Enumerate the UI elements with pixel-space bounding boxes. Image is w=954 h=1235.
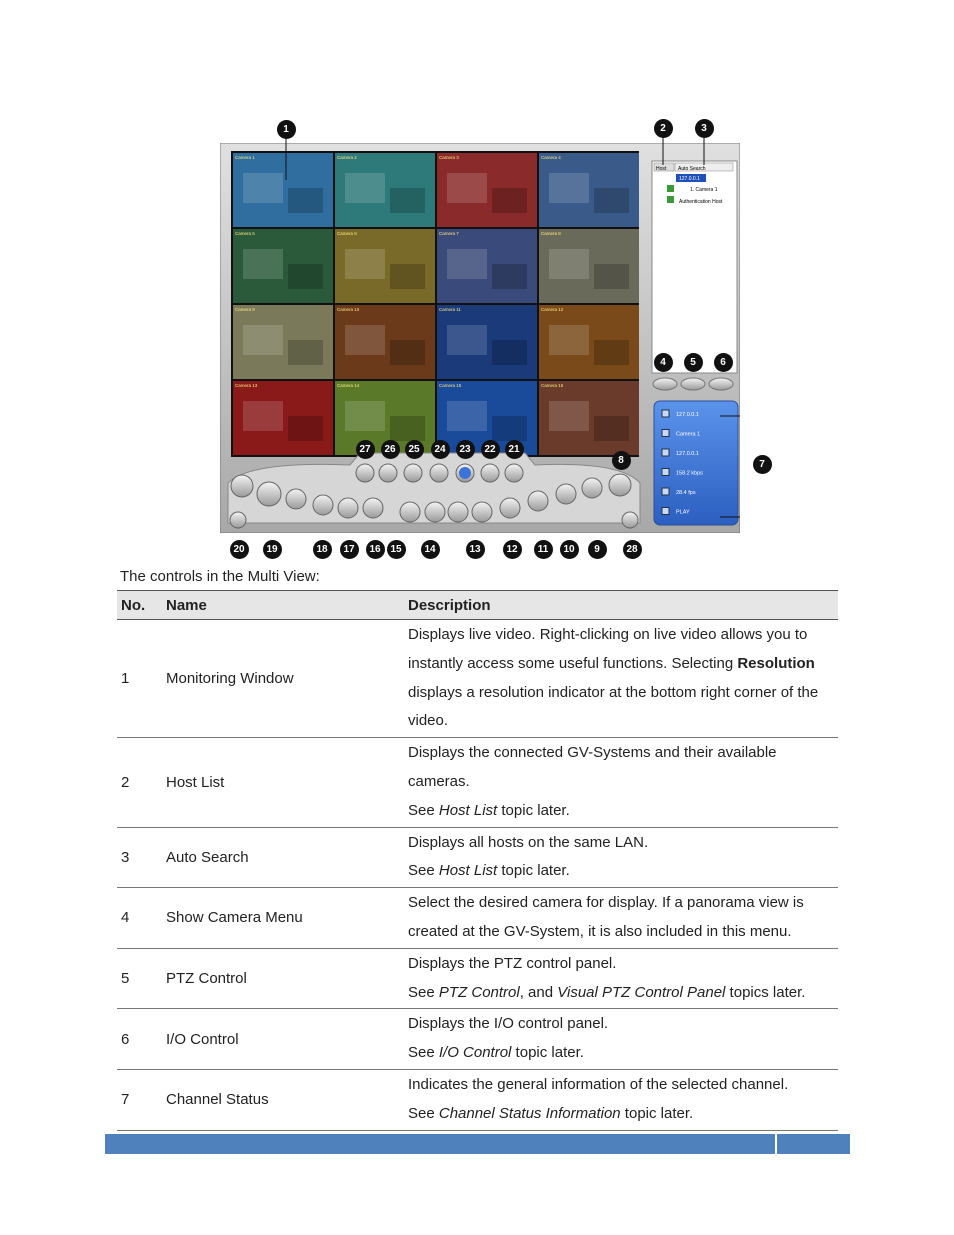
description-text: topic later. [497,801,570,819]
table-row [117,888,838,949]
description-text: Indicates the general information of the selected channel. [408,1075,789,1093]
callout-24: 24 [431,440,450,459]
status-icon [662,449,669,456]
callout-1: 1 [277,120,296,139]
row-description [404,620,838,738]
description-text: displays a resolution indicator at the bottom right corner of the video. [408,683,819,730]
row-number: 2 [117,738,162,827]
control-button [500,498,520,518]
status-icon [662,469,669,476]
settings-button [622,512,638,528]
callout-8: 8 [612,451,631,470]
camera-tile-label[interactable]: Camera 3 [439,155,459,160]
description-text: Channel Status Information [438,1104,621,1122]
camera-tile-label[interactable]: Camera 6 [337,231,357,236]
table-row [117,738,838,827]
row-name: PTZ Control [162,948,404,1009]
description-text: Displays live video. Right-clicking on live video allows you to instantly access some useful functions. Selecting [408,626,808,672]
callout-25: 25 [405,440,424,459]
row-description [404,738,838,827]
camera-tile-label[interactable]: Camera 16 [541,383,564,388]
status-icon [662,508,669,515]
control-button [379,464,397,482]
row-name: Channel Status [162,1069,404,1130]
callout-18: 18 [313,540,332,559]
callout-10: 10 [560,540,579,559]
status-icon [662,410,669,417]
control-button [338,498,358,518]
description-text: See [408,983,439,1001]
status-icon [662,430,669,437]
description-text: PTZ Control [438,983,520,1001]
row-description [404,888,838,949]
row-number: 3 [117,827,162,888]
camera-tile-label[interactable]: Camera 12 [541,307,564,312]
table-row [117,1009,838,1070]
camera-tile-label[interactable]: Camera 7 [439,231,459,236]
description-text: topic later. [511,1044,584,1062]
description-text: I/O Control [438,1044,512,1062]
description-text: topics later. [725,983,806,1001]
status-value: 158.2 kbps [676,470,703,477]
description-text: , and [519,983,558,1001]
row-number: 7 [117,1069,162,1130]
power-button [230,512,246,528]
status-value: 127.0.0.1 [676,412,699,418]
callout-15: 15 [387,540,406,559]
camera-tile-label[interactable]: Camera 5 [235,231,255,236]
callout-21: 21 [505,440,524,459]
callout-11: 11 [534,540,553,559]
panel-buttons[interactable] [653,378,733,390]
description-text: Host List [438,801,498,819]
callout-28: 28 [623,540,642,559]
callout-6: 6 [714,353,733,372]
callout-7: 7 [753,455,772,474]
callout-13: 13 [466,540,485,559]
status-value: 28.4 fps [676,490,696,496]
callout-27: 27 [356,440,375,459]
control-button [582,478,602,498]
control-button [313,495,333,515]
camera-tile-label[interactable]: Camera 1 [235,155,255,160]
camera-tile-label[interactable]: Camera 4 [541,155,561,160]
row-name: Show Camera Menu [162,888,404,949]
description-text: topic later. [497,862,570,880]
row-name: Auto Search [162,827,404,888]
description-text: Displays the PTZ control panel. [408,954,617,972]
description-text: Select the desired camera for display. If a panorama view is created at the GV-System, it is also included in this menu. [408,894,804,940]
control-button [481,464,499,482]
tab-auto-search[interactable]: Auto Search [678,166,706,172]
description-text: topic later. [620,1104,694,1122]
description-text: Displays all hosts on the same LAN. [408,833,649,851]
footer-divider [775,1134,777,1154]
host-ip[interactable]: 127.0.0.1 [679,176,700,182]
table-row [117,827,838,888]
callout-5: 5 [684,353,703,372]
row-number: 1 [117,620,162,738]
camera-tile-label[interactable]: Camera 14 [337,383,360,388]
host-camera-item[interactable]: 1. Camera 1 [690,187,718,193]
row-name: Host List [162,738,404,827]
callout-17: 17 [340,540,359,559]
authentication-host-item[interactable]: Authentication Host [679,199,723,205]
header-no: No. [117,591,162,620]
control-button [528,491,548,511]
row-number: 4 [117,888,162,949]
description-text: Host List [438,862,498,880]
control-button [425,502,445,522]
callout-4: 4 [654,353,673,372]
camera-tile-label[interactable]: Camera 11 [439,307,461,312]
multi-view-window [220,143,740,533]
control-button [472,502,492,522]
control-button [430,464,448,482]
callout-20: 20 [230,540,249,559]
row-name: I/O Control [162,1009,404,1070]
description-text: Visual PTZ Control Panel [557,983,726,1001]
description-text: See [408,801,439,819]
camera-tile-label[interactable]: Camera 9 [235,307,255,312]
callout-22: 22 [481,440,500,459]
callout-19: 19 [263,540,282,559]
header-name: Name [162,591,404,620]
control-button [231,475,253,497]
callout-12: 12 [503,540,522,559]
header-description: Description [404,591,838,620]
control-button [609,474,631,496]
control-button [400,502,420,522]
table-row [117,1069,838,1130]
status-value: PLAY [676,509,690,516]
camera-tile-label[interactable]: Camera 2 [337,155,357,160]
row-description [404,1009,838,1070]
control-button [356,464,374,482]
callout-16: 16 [366,540,385,559]
row-description [404,1069,838,1130]
controls-table [117,590,838,1131]
callout-14: 14 [421,540,440,559]
row-name: Monitoring Window [162,620,404,738]
camera-tile-label[interactable]: Camera 8 [541,231,561,236]
control-button [448,502,468,522]
description-text: Displays the connected GV-Systems and their available cameras. [408,744,777,790]
camera-tile-label[interactable]: Camera 10 [337,307,360,312]
description-text: Resolution [737,654,815,672]
table-row [117,620,838,738]
callout-9: 9 [588,540,607,559]
description-text: See [408,1104,439,1122]
row-number: 5 [117,948,162,1009]
row-number: 6 [117,1009,162,1070]
control-button [404,464,422,482]
description-text: See [408,1044,439,1062]
control-button [505,464,523,482]
description-text: Displays the I/O control panel. [408,1015,609,1033]
description-text: See [408,862,439,880]
table-caption: The controls in the Multi View: [120,568,320,585]
callout-26: 26 [381,440,400,459]
footer-bar [105,1134,850,1154]
control-button [257,482,281,506]
status-value: Camera 1 [676,431,701,438]
row-description [404,827,838,888]
status-icon [662,488,669,495]
row-description [404,948,838,1009]
table-row [117,948,838,1009]
callout-3: 3 [695,119,714,138]
control-button [556,484,576,504]
status-value: 127.0.0.1 [676,451,699,457]
camera-tile-label[interactable]: Camera 13 [235,383,258,388]
camera-tile-label[interactable]: Camera 15 [439,383,462,388]
callout-2: 2 [654,119,673,138]
control-button [286,489,306,509]
callout-23: 23 [456,440,475,459]
tab-host[interactable]: Host [656,166,667,172]
control-button [363,498,383,518]
